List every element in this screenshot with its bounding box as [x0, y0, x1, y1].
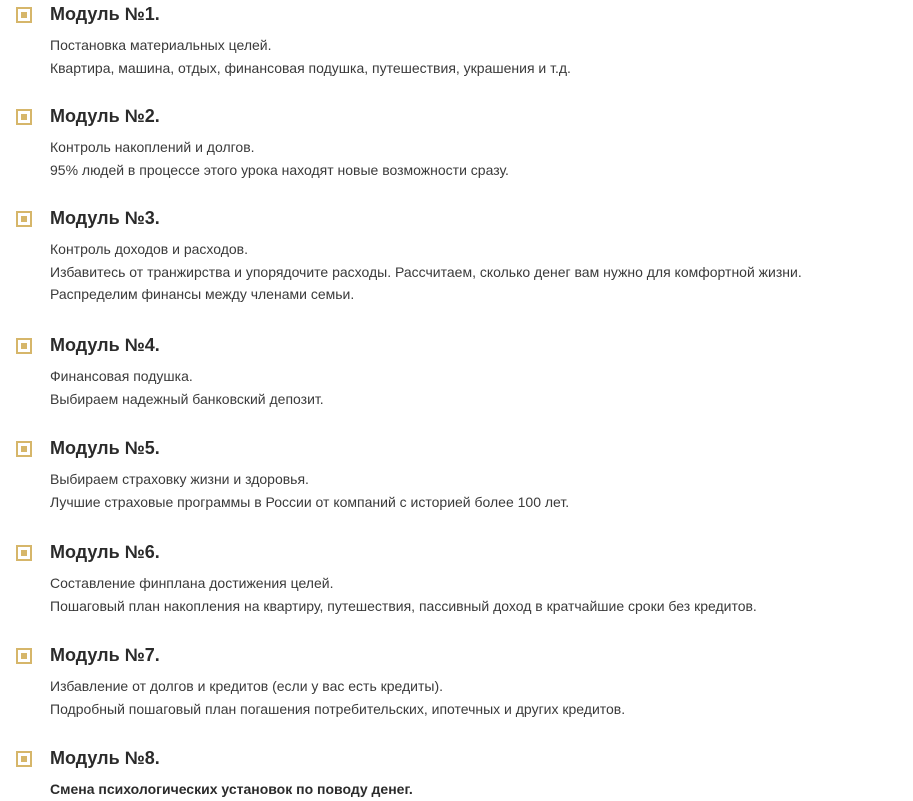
module-title: Модуль №3.: [50, 208, 160, 228]
module-line: Выбираем страховку жизни и здоровья.: [50, 471, 309, 487]
module-description: [50, 675, 910, 720]
module-description: [50, 572, 910, 617]
square-bullet-icon: [16, 648, 32, 664]
square-bullet-icon: [16, 441, 32, 457]
module-title: Модуль №6.: [50, 542, 160, 562]
square-bullet-icon: [16, 7, 32, 23]
module-title: Модуль №1.: [50, 4, 160, 24]
square-bullet-icon: [16, 338, 32, 354]
square-bullet-icon: [16, 109, 32, 125]
module-line: Квартира, машина, отдых, финансовая подушка, путешествия, украшения и т.д.: [50, 59, 571, 76]
module-description: [50, 34, 910, 79]
module-title: Модуль №8.: [50, 748, 160, 768]
module-description: [50, 468, 910, 513]
module-line: Выбираем надежный банковский депозит.: [50, 390, 324, 407]
module-description: [50, 778, 910, 801]
module-line: Избавление от долгов и кредитов (если у вас есть кредиты).: [50, 678, 444, 694]
module-description: [50, 365, 910, 410]
module-line: Пошаговый план накопления на квартиру, путешествия, пассивный доход в кратчайшие сроки без кредитов.: [50, 597, 757, 614]
module-line: Финансовая подушка.: [50, 368, 193, 384]
module-description: [50, 238, 910, 306]
module-line: Контроль накоплений и долгов.: [50, 139, 255, 155]
module-line: Подробный пошаговый план погашения потребительских, ипотечных и других кредитов.: [50, 700, 626, 717]
module-line: Составление финплана достижения целей.: [50, 575, 334, 591]
square-bullet-icon: [16, 545, 32, 561]
module-title: Модуль №5.: [50, 438, 160, 458]
square-bullet-icon: [16, 751, 32, 767]
module-title: Модуль №7.: [50, 645, 160, 665]
module-line: Лучшие страховые программы в России от компаний с историей более 100 лет.: [50, 493, 570, 510]
module-line: Распределим финансы между членами семьи.: [50, 286, 355, 302]
module-line: 95% людей в процессе этого урока находят новые возможности сразу.: [50, 161, 509, 178]
square-bullet-icon: [16, 211, 32, 227]
module-description: [50, 136, 910, 181]
module-title: Модуль №2.: [50, 106, 160, 126]
module-line: Постановка материальных целей.: [50, 37, 272, 53]
module-title: Модуль №4.: [50, 335, 160, 355]
module-line: Контроль доходов и расходов.: [50, 241, 248, 257]
module-line: Избавитесь от транжирства и упорядочите расходы. Рассчитаем, сколько денег вам нужно для комфортной жизни.: [50, 263, 802, 280]
module-line: Смена психологических установок по поводу денег.: [50, 781, 413, 797]
